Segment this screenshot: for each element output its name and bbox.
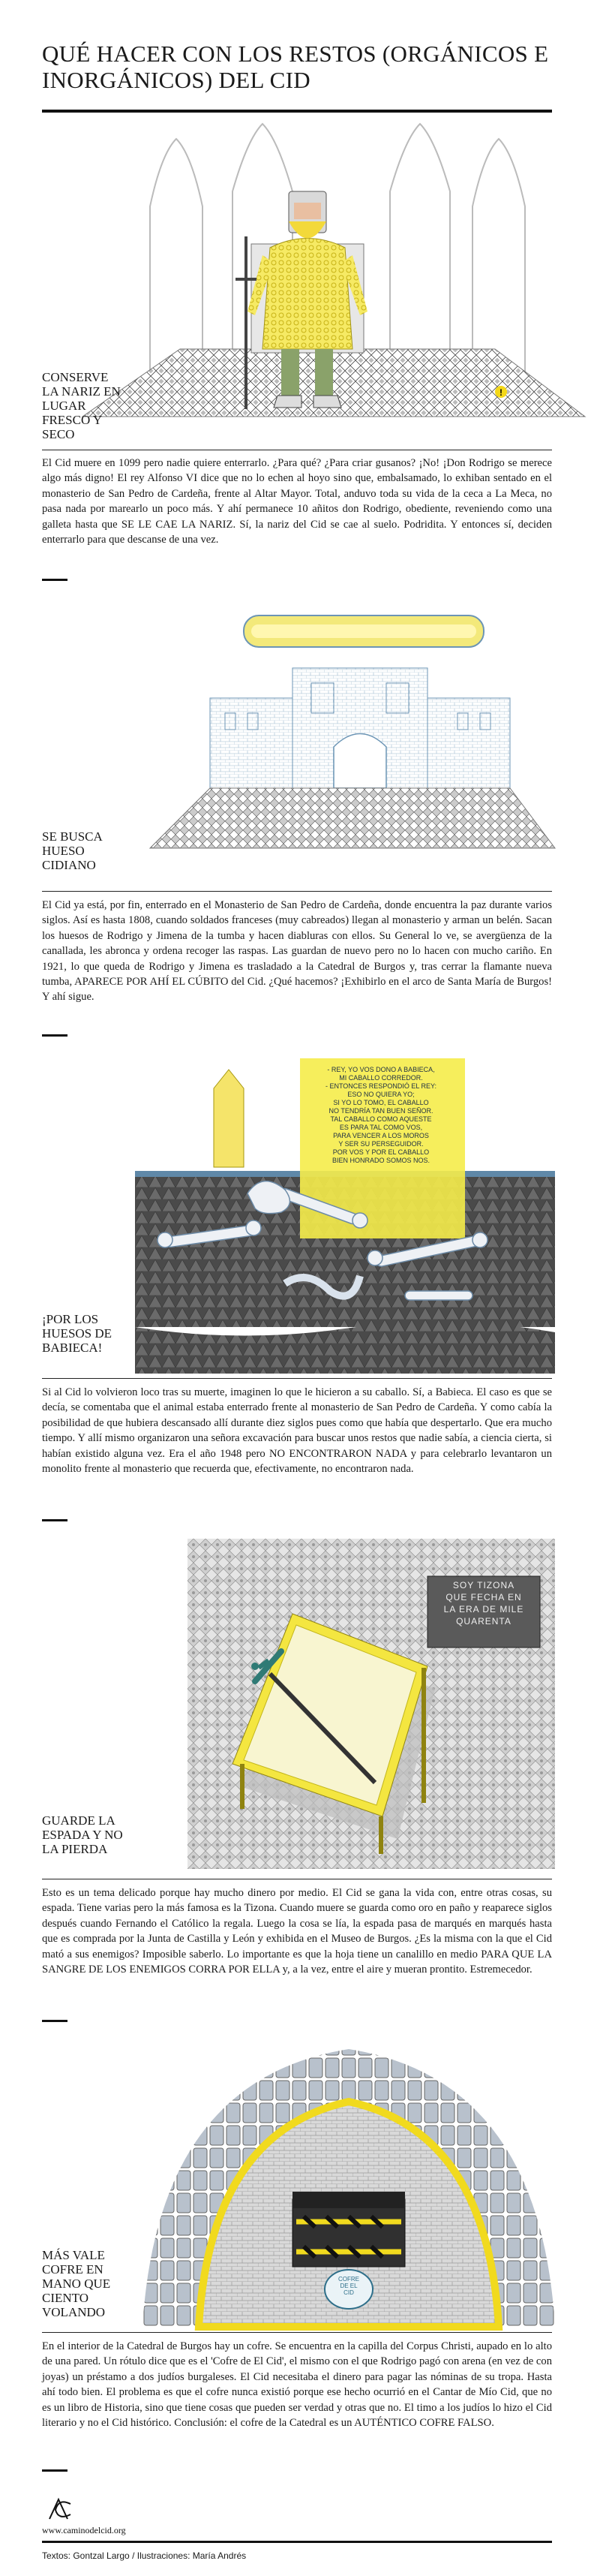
page-title: QUÉ HACER CON LOS RESTOS (ORGÁNICOS E INORGÁNICOS) DEL CID bbox=[42, 41, 549, 93]
cid-seated-illustration bbox=[135, 124, 585, 447]
section-1-end-mark bbox=[42, 579, 68, 581]
section-5-body: En el interior de la Catedral de Burgos hay un cofre. Se encuentra en la capilla del Corpus Christi, aupado en lo alto de una pared. Un rótulo dice que es el 'Cofre de El Cid', el mismo con el que Rodrigo pagó con arena (en vez de con joyas) un préstamo a dos judíos burgaleses. El Cid necesitaba el dinero para pagar las nóminas de su tropa. Hasta ahí todo bien. El problema es que el cofre nunca existió porque ese hecho ocurrió en el Cantar de Mío Cid, que no es un libro de Historia, sino que tiene cosas que pueden ser verdad y otras que no. El timo a los judíos lo hizo el Cid literario y no el Cid histórico. Conclusión: el cofre de la Catedral es un AUTÉNTICO COFRE FALSO. bbox=[42, 2340, 552, 2430]
section-1-body: El Cid muere en 1099 pero nadie quiere enterrarlo. ¿Para qué? ¿Para criar gusanos? ¡No! ¡Don Rodrigo se merece algo más digno! El rey Alfonso VI dice que no lo echen al hoyo sino que, embalsamado, lo exhiban sentado en el monasterio de San Pedro de Cardeña, frente al Altar Mayor. Total, anduvo toda su vida de la ceca a La Meca, no pasa nada por marearlo un poco más. Y ahí permanece 10 añitos don Rodrigo, obediente, reveniendo como una galleta hasta que SE LE CAE LA NARIZ. Sí, la nariz del Cid se cae al suelo. Podridita. Y entonces sí, deciden enterrarlo para que descanse de una vez. bbox=[42, 457, 552, 546]
section-4-body: Esto es un tema delicado porque hay mucho dinero por medio. El Cid se gana la vida con, entre otras cosas, su espada. Tiene varias pero la más famosa es la Tizona. Cuando muere se guarda como oro en paño y reaparece siglos después cuando Fernando el Católico la regala. Luego la cosa se lía, la espada pasa de marqués en marqués hasta que es comprada por la Junta de Castilla y León y exhibida en el Museo de Burgos. ¿Es la misma con la que el Cid mató a sus enemigos? Imposible saberlo. Lo importante es que la hoja tiene un canalillo en medio PARA QUE LA SANGRE DE LOS ENEMIGOS CORRA POR ELLA y, a la vez, entre el aire y mueran prontito. Estremecedor. bbox=[42, 1887, 552, 1976]
footer-divider bbox=[42, 2541, 552, 2543]
section-3-divider bbox=[42, 1378, 552, 1379]
website-link[interactable]: www.caminodelcid.org bbox=[42, 2525, 126, 2535]
svg-text:!: ! bbox=[500, 387, 502, 398]
section-5-heading: MÁS VALE COFRE EN MANO QUE CIENTO VOLANDO bbox=[42, 2248, 111, 2319]
section-2-body: El Cid ya está, por fin, enterrado en el Monasterio de San Pedro de Cardeña, donde encuentra la paz durante varios siglos. Así es hasta 1808, cuando soldados franceses (muy cabreados) llegan al monasterio y arman un belén. Sacan los huesos de Rodrigo y Jimena de la tumba y hacen diabluras con ellos. Su General lo ve, se avergüenza de la canallada, les abronca y ordena recoger las raspas. Las guardan de nuevo pero no lo hacen con mucho cariño. En 1921, lo que queda de Rodrigo y Jimena es trasladado a la Catedral de Burgos y, tras cerrar la flamante nueva tumba, APARECE POR AHÍ EL CÚBITO del Cid. ¿Qué hacemos? ¡Exhibirlo en el arco de Santa María de Burgos! Y ahí sigue. bbox=[42, 899, 552, 1004]
section-5-divider bbox=[42, 2332, 552, 2333]
section-5-end-mark bbox=[42, 2469, 68, 2472]
cofre-label: COFRE DE EL CID bbox=[338, 2276, 359, 2296]
credits: Textos: Gontzal Largo / Ilustraciones: María Andrés bbox=[42, 2550, 247, 2561]
arco-santa-maria-illustration bbox=[180, 600, 555, 871]
section-2-heading: SE BUSCA HUESO CIDIANO bbox=[42, 829, 102, 872]
section-3-body: Si al Cid lo volvieron loco tras su muerte, imaginen lo que le hicieron a su caballo. Sí, a Babieca. El caso es que se decía, se comentaba que el animal estaba enterrado frente al monasterio de San Pedro de Cardeña. Y como cabía la posibilidad de que hubiera descansado allí durante diez siglos pues como que había que despertarlo. Que era mucho tiempo. Y allí mismo organizaron una señora excavación para buscar unos restos que nadie sabía, a ciencia cierta, si habían existido alguna vez. Era el año 1948 pero NO ENCONTRARON NADA y para celebrarlo levantaron un monolito frente al monasterio que recuerda que, efectivamente, no encontraron nada. bbox=[42, 1386, 552, 1476]
section-3-end-mark bbox=[42, 1519, 68, 1521]
cofre-del-cid-illustration bbox=[142, 2034, 555, 2349]
title-divider bbox=[42, 110, 552, 113]
camino-del-cid-logo-icon bbox=[45, 2496, 75, 2522]
tizona-sign: SOY TIZONA QUE FECHA EN LA ERA DE MILE QUARENTA bbox=[443, 1580, 524, 1627]
section-3-heading: ¡POR LOS HUESOS DE BABIECA! bbox=[42, 1312, 112, 1355]
babieca-plaque: - REY, YO VOS DONO A BABIECA, MI CABALLO CORREDOR. - ENTONCES RESPONDIÓ EL REY: ESO NO QUIERA YO; SI YO LO TOMO, EL CABALLO NO TENDRÍA TAN BUEN SEÑOR. TAL CABALLO COMO AQUESTE ES PARA TAL COMO VOS, PARA VENCER A LOS MOROS Y SER SU PERSEGUIDOR. POR VOS Y POR EL CABALLO BIEN HONRADO SOMOS NOS. bbox=[325, 1066, 437, 1164]
section-4-heading: GUARDE LA ESPADA Y NO LA PIERDA bbox=[42, 1813, 123, 1856]
section-2-end-mark bbox=[42, 1034, 68, 1037]
section-1-heading: CONSERVE LA NARIZ EN LUGAR FRESCO Y SECO bbox=[42, 370, 121, 441]
section-4-end-mark bbox=[42, 2020, 68, 2022]
section-2-divider bbox=[42, 891, 552, 892]
